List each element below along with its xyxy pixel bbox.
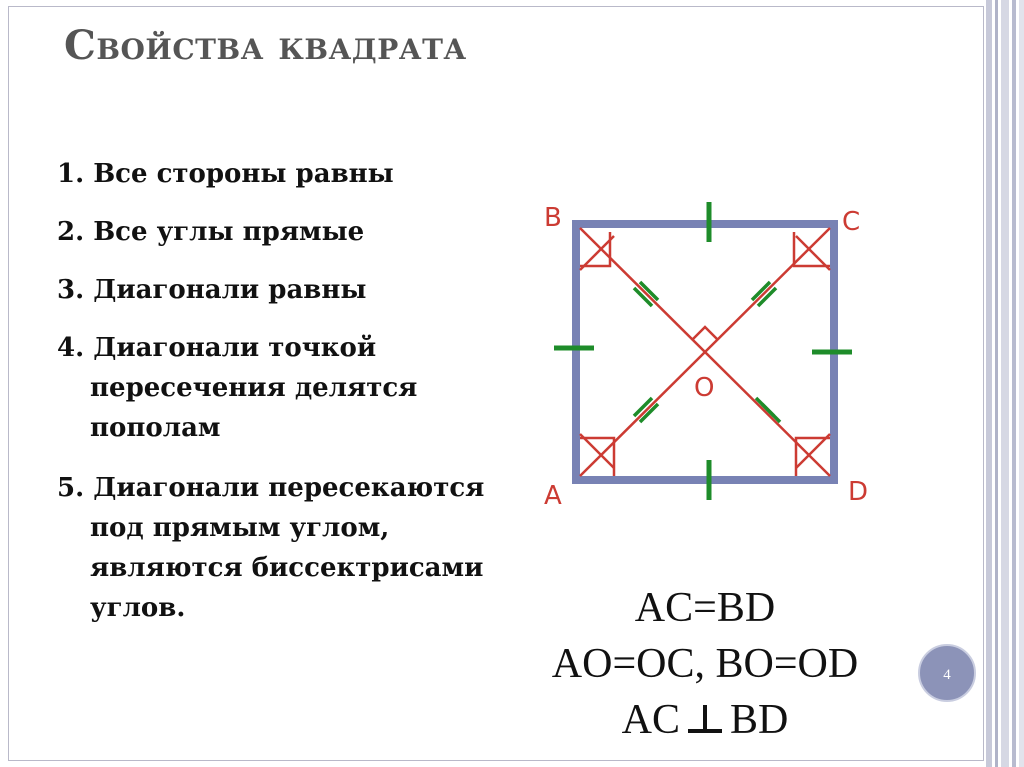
list-item: 1. Все стороны равны (57, 159, 394, 189)
formula-perp-left: AC (621, 697, 680, 743)
formula-diagonals-equal: AC=BD (634, 585, 776, 631)
vertex-label-c: C (842, 207, 861, 237)
formula-perp-right: BD (730, 697, 789, 743)
vertex-label-o: O (694, 373, 715, 403)
list-item: 4. Диагонали точкой пересечения делятся пополам (57, 333, 418, 443)
perpendicular-icon (688, 703, 722, 733)
right-angle-mark (692, 327, 718, 340)
formula-perpendicular (515, 692, 895, 748)
properties-list (57, 154, 497, 646)
vertex-label-d: D (848, 477, 869, 507)
slide-edge-decoration (984, 0, 1024, 767)
square-diagram (530, 190, 890, 520)
vertex-label-b: B (544, 203, 562, 233)
formula-halves-equal: AO=OC, BO=OD (551, 641, 859, 687)
page-number-badge: 4 (918, 644, 976, 702)
list-item: 5. Диагонали пересекаются под прямым углом, являются биссектрисами углов. (57, 473, 485, 623)
list-item: 3. Диагонали равны (57, 275, 367, 305)
list-item: 2. Все углы прямые (57, 217, 365, 247)
slide-title: Свойства квадрата (64, 22, 467, 69)
formulas (515, 580, 895, 748)
vertex-label-a: A (544, 481, 562, 511)
